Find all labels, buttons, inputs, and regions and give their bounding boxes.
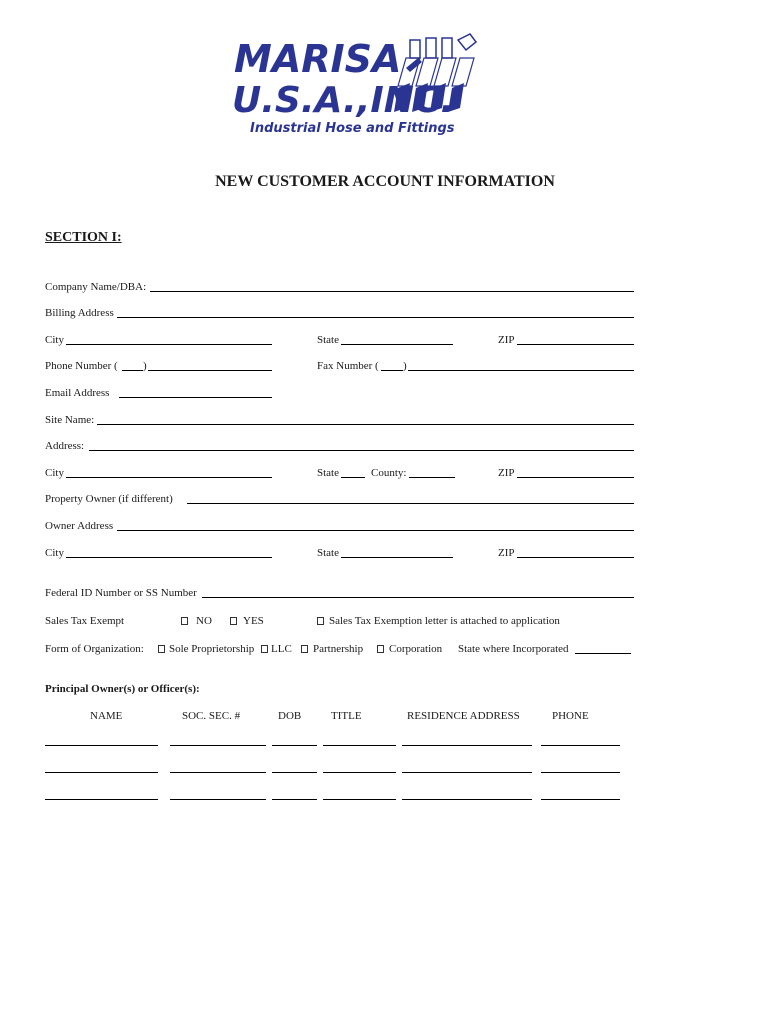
company-logo [228, 28, 498, 140]
corporation-label: Corporation [389, 643, 443, 655]
llc-label: LLC [271, 643, 292, 655]
llc-checkbox[interactable] [261, 645, 268, 653]
logo-line2: U.S.A.,INC. [232, 80, 455, 121]
city-field[interactable] [66, 344, 272, 345]
billing-label: Billing Address [45, 307, 114, 319]
principal-2-ssn[interactable] [170, 772, 266, 773]
logo-tagline: Industrial Hose and Fittings [250, 121, 455, 136]
fax-field[interactable] [408, 370, 634, 371]
fax-label: Fax Number ( [317, 360, 379, 372]
phone-field[interactable] [148, 370, 272, 371]
city-label: City [45, 334, 64, 346]
site-name-field[interactable] [97, 424, 634, 425]
owner-address-label: Owner Address [45, 520, 114, 532]
col-title: TITLE [331, 710, 362, 722]
principal-3-ssn[interactable] [170, 799, 266, 800]
zip-field[interactable] [517, 344, 634, 345]
owner-zip-field[interactable] [517, 557, 634, 558]
owner-zip-label: ZIP [498, 547, 515, 559]
owner-city-field[interactable] [66, 557, 272, 558]
email-label: Email Address [45, 387, 110, 399]
principal-2-dob[interactable] [272, 772, 317, 773]
site-name-label: Site Name: [45, 414, 95, 426]
principal-3-title[interactable] [323, 799, 396, 800]
property-owner-field[interactable] [187, 503, 634, 504]
phone-area-field[interactable] [122, 370, 143, 371]
address-label: Address: [45, 440, 85, 452]
corporation-checkbox[interactable] [377, 645, 384, 653]
exemption-letter-label: Sales Tax Exemption letter is attached to application [329, 615, 560, 627]
company-field[interactable] [150, 291, 634, 292]
address-field[interactable] [89, 450, 634, 451]
email-field[interactable] [119, 397, 272, 398]
sole-prop-checkbox[interactable] [158, 645, 165, 653]
exemption-letter-checkbox[interactable] [317, 617, 324, 625]
property-owner-label: Property Owner (if different) [45, 493, 173, 505]
principal-2-title[interactable] [323, 772, 396, 773]
federal-id-label: Federal ID Number or SS Number [45, 587, 197, 599]
owner-city-label: City [45, 547, 64, 559]
col-name: NAME [90, 710, 123, 722]
owner-state-label: State [317, 547, 339, 559]
state-incorporated-label: State where Incorporated [458, 643, 569, 655]
principal-3-address[interactable] [402, 799, 532, 800]
logo-line1: MARISA [234, 37, 402, 81]
partnership-checkbox[interactable] [301, 645, 308, 653]
principal-1-name[interactable] [45, 745, 158, 746]
county-field[interactable] [409, 477, 455, 478]
principal-3-dob[interactable] [272, 799, 317, 800]
col-phone: PHONE [552, 710, 589, 722]
col-residence: RESIDENCE ADDRESS [407, 710, 520, 722]
site-state-field[interactable] [341, 477, 365, 478]
site-zip-label: ZIP [498, 467, 515, 479]
principal-3-phone[interactable] [541, 799, 620, 800]
state-incorporated-field[interactable] [575, 653, 631, 654]
site-state-label: State [317, 467, 339, 479]
site-city-field[interactable] [66, 477, 272, 478]
billing-field[interactable] [117, 317, 634, 318]
col-dob: DOB [278, 710, 302, 722]
phone-paren: ) [143, 360, 147, 372]
col-ssn: SOC. SEC. # [182, 710, 241, 722]
principal-2-phone[interactable] [541, 772, 620, 773]
zip-label: ZIP [498, 334, 515, 346]
site-city-label: City [45, 467, 64, 479]
phone-label: Phone Number ( [45, 360, 118, 372]
no-label: NO [196, 615, 212, 627]
principal-1-ssn[interactable] [170, 745, 266, 746]
yes-checkbox[interactable] [230, 617, 237, 625]
site-zip-field[interactable] [517, 477, 634, 478]
section-heading: SECTION I: [45, 230, 122, 245]
yes-label: YES [243, 615, 264, 627]
fax-paren: ) [403, 360, 407, 372]
company-label: Company Name/DBA: [45, 281, 147, 293]
state-field[interactable] [341, 344, 453, 345]
principal-1-address[interactable] [402, 745, 532, 746]
principal-1-phone[interactable] [541, 745, 620, 746]
page-title: NEW CUSTOMER ACCOUNT INFORMATION [215, 173, 555, 190]
principal-1-title[interactable] [323, 745, 396, 746]
county-label: County: [371, 467, 407, 479]
owner-state-field[interactable] [341, 557, 453, 558]
fax-area-field[interactable] [381, 370, 403, 371]
principal-2-name[interactable] [45, 772, 158, 773]
partnership-label: Partnership [313, 643, 364, 655]
federal-id-field[interactable] [202, 597, 634, 598]
owner-address-field[interactable] [117, 530, 634, 531]
principal-1-dob[interactable] [272, 745, 317, 746]
sales-tax-exempt-label: Sales Tax Exempt [45, 615, 125, 627]
sole-prop-label: Sole Proprietorship [169, 643, 255, 655]
principal-2-address[interactable] [402, 772, 532, 773]
principals-heading: Principal Owner(s) or Officer(s): [45, 683, 200, 695]
state-label: State [317, 334, 339, 346]
form-org-label: Form of Organization: [45, 643, 144, 655]
principal-3-name[interactable] [45, 799, 158, 800]
no-checkbox[interactable] [181, 617, 188, 625]
